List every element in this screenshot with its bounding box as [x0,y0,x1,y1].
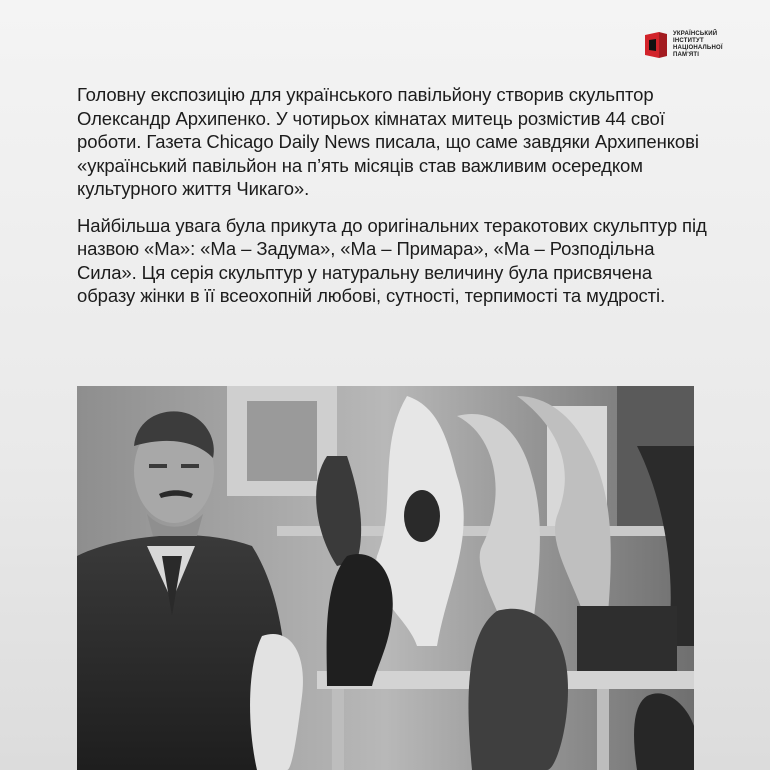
logo-line: ПАМ'ЯТІ [673,52,700,58]
institute-logo-icon [645,32,667,58]
logo-line: ІНСТИТУТ [673,38,704,44]
article-text [77,83,707,321]
logo-line: НАЦІОНАЛЬНОЇ [673,45,723,51]
photo-illustration [77,386,694,770]
institute-logo [645,30,755,60]
institute-logo-text [673,31,723,59]
paragraph-ma-series: Найбільша увага була прикута до оригінальних теракотових скульптур під назвою «Ма»: «Ма – Задума», «Ма – Примара», «Ма – Розподільна Сила». Ця серія скульптур у натуральну величину була присвячена образу жінки в її всеохопній любові, сутності, терпимості та мудрості. [77,214,707,306]
archipenko-photo [77,386,694,770]
paragraph-exposition: Головну експозицію для українського павільйону створив скульптор Олександр Архипенко. У чотирьох кімнатах митець розмістив 44 свої роботи. Газета Chicago Daily News писала, що саме завдяки Архипенкові «український павільйон на п’ять місяців став важливим осередком культурного життя Чикаго». [77,84,699,199]
logo-line: УКРАЇНСЬКИЙ [673,31,718,37]
